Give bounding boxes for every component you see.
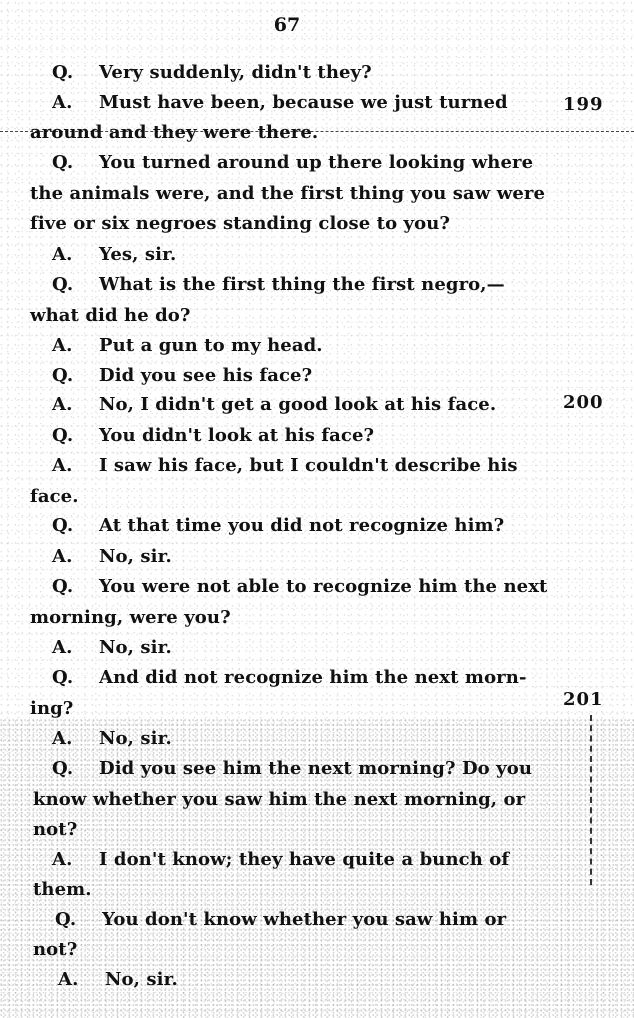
transcript-line: face. — [30, 486, 79, 507]
transcript-line: A. No, I didn't get a good look at his face. — [52, 394, 497, 415]
margin-line-number: 199 — [563, 94, 604, 115]
transcript-line: Q. Did you see him the next morning? Do you — [52, 758, 533, 779]
margin-bracket — [590, 715, 592, 885]
transcript-line: know whether you saw him the next morning, or — [33, 789, 526, 810]
page-number: 67 — [273, 14, 301, 36]
transcript-line: not? — [33, 819, 78, 840]
transcript-line: Q. At that time you did not recognize him? — [52, 515, 505, 536]
transcript-line: Q. And did not recognize him the next morn- — [52, 667, 527, 688]
transcript-line: around and they were there. — [30, 122, 319, 143]
transcript-line: A. Put a gun to my head. — [52, 335, 323, 356]
transcript-line: A. No, sir. — [58, 969, 178, 990]
transcript-line: Q. You were not able to recognize him the next — [52, 576, 548, 597]
margin-line-number: 201 — [563, 689, 604, 710]
transcript-line: Q. You turned around up there looking where — [52, 152, 534, 173]
margin-line-number: 200 — [563, 392, 604, 413]
transcript-line: A. I don't know; they have quite a bunch of — [52, 849, 510, 870]
transcript-line: Q. You didn't look at his face? — [52, 425, 375, 446]
transcript-line: Q. You don't know whether you saw him or — [55, 909, 507, 930]
transcript-line: them. — [33, 879, 92, 900]
transcript-line: the animals were, and the first thing you saw were — [30, 183, 546, 204]
transcript-line: A. No, sir. — [52, 637, 172, 658]
transcript-line: A. No, sir. — [52, 728, 172, 749]
transcript-line: A. Must have been, because we just turned — [52, 92, 508, 113]
transcript-line: Q. Very suddenly, didn't they? — [52, 62, 372, 83]
transcript-line: morning, were you? — [30, 607, 231, 628]
transcript-line: A. Yes, sir. — [52, 244, 177, 265]
transcript-line: what did he do? — [30, 305, 191, 326]
transcript-line: ing? — [30, 698, 74, 719]
transcript-line: Q. What is the first thing the first negro,— — [52, 274, 505, 295]
transcript-line: A. No, sir. — [52, 546, 172, 567]
transcript-line: Q. Did you see his face? — [52, 365, 313, 386]
transcript-line: five or six negroes standing close to you? — [30, 213, 451, 234]
transcript-line: A. I saw his face, but I couldn't describe his — [52, 455, 518, 476]
transcript-line: not? — [33, 939, 78, 960]
